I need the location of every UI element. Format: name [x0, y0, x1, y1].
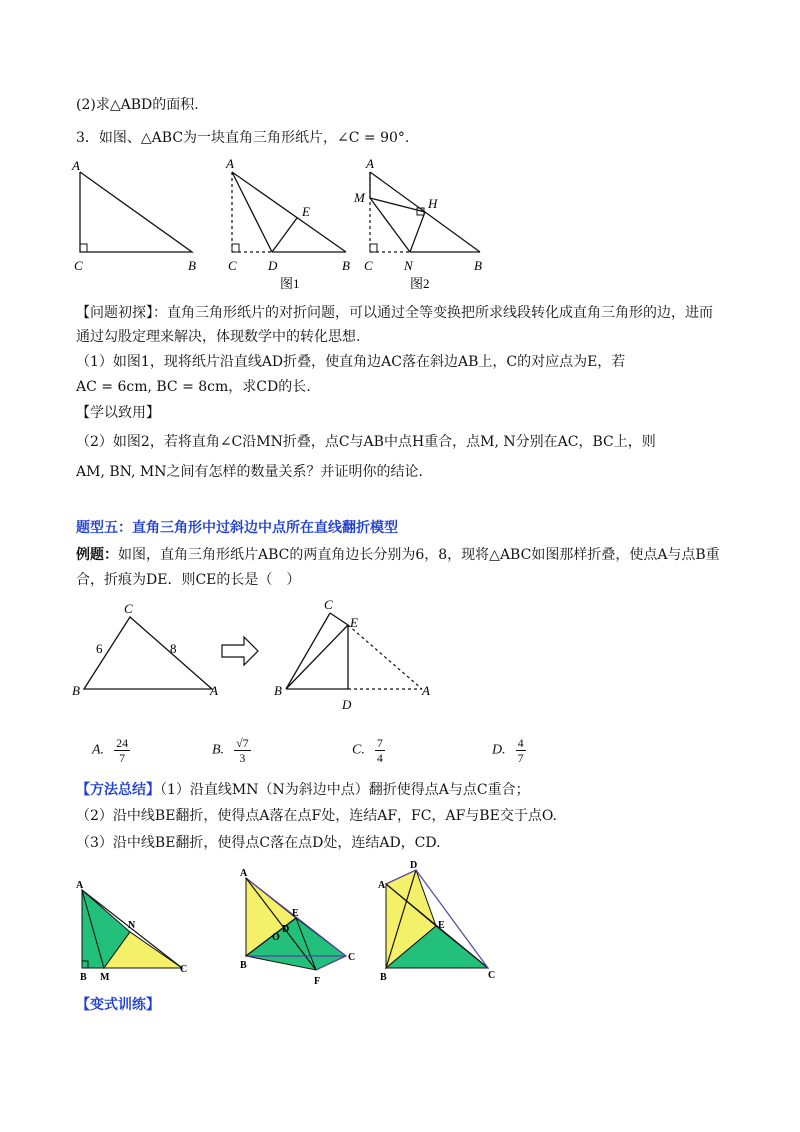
method-line3: （3）沿中线BE翻折，使得点C落在点D处，连结AD，CD.	[76, 835, 441, 851]
svg-text:8: 8	[170, 641, 177, 656]
svg-text:M: M	[100, 972, 110, 983]
apply-heading: 【学以致用】	[76, 405, 160, 421]
svg-text:O: O	[272, 932, 280, 943]
svg-text:C: C	[348, 952, 356, 963]
label-C: C	[74, 258, 83, 273]
svg-text:B: B	[240, 960, 247, 971]
svg-text:A: A	[76, 880, 84, 891]
section-title: 题型五：直角三角形中过斜边中点所在直线翻折模型	[76, 520, 398, 536]
part2-text: （2）如图2，若将直角∠C沿MN折叠，点C与AB中点H重合，点M, N分别在AC，BC上，则	[76, 434, 656, 450]
svg-text:A: A	[422, 683, 430, 698]
method-label: 【方法总结】	[76, 782, 160, 798]
method-line1: 【方法总结】（1）沿直线MN（N为斜边中点）翻折使得点A与点C重合；	[76, 782, 530, 798]
svg-text:B: B	[80, 972, 87, 983]
svg-text:C: C	[364, 258, 373, 273]
question-part2: (2)求△ABD的面积.	[76, 97, 199, 113]
svg-text:D: D	[410, 860, 418, 871]
option-c[interactable]: C. $\frac{7}{4}$	[352, 736, 383, 765]
label-B: B	[188, 258, 196, 273]
colored-fig-3	[378, 860, 495, 983]
svg-text:A: A	[366, 156, 374, 171]
svg-text:C: C	[488, 970, 496, 981]
svg-text:C: C	[124, 601, 133, 616]
svg-text:B: B	[342, 258, 350, 273]
svg-text:M: M	[354, 190, 365, 205]
part1-text: （1）如图1，现将纸片沿直线AD折叠，使直角边AC落在斜边AB上，C的对应点为E，若	[76, 354, 626, 370]
svg-text:B: B	[72, 683, 80, 698]
svg-text:E: E	[302, 204, 310, 219]
fig1-caption: 图1	[280, 276, 300, 291]
svg-text:D: D	[282, 924, 290, 935]
svg-text:6: 6	[96, 641, 103, 656]
svg-text:C: C	[180, 964, 188, 975]
svg-text:A: A	[240, 868, 248, 879]
svg-text:A: A	[210, 683, 218, 698]
svg-text:A: A	[226, 156, 234, 171]
svg-text:B: B	[380, 972, 387, 983]
figure-2	[353, 156, 482, 291]
problem-intro: 【问题初探】：直角三角形纸片的对折问题，可以通过全等变换把所求线段转化成直角三角形的边，进而	[76, 305, 713, 321]
svg-text:D: D	[268, 258, 278, 273]
example-label: 例题：	[76, 547, 118, 563]
svg-text:N: N	[128, 920, 136, 931]
svg-text:E: E	[350, 615, 358, 630]
svg-text:N: N	[404, 258, 413, 273]
part1-given: AC = 6cm, BC = 8cm，求CD的长.	[76, 379, 311, 395]
method-line2: （2）沿中线BE翻折，使得点A落在点F处，连结AF，FC，AF与BE交于点O.	[76, 808, 557, 824]
svg-text:H: H	[428, 196, 438, 211]
example-folded	[274, 597, 430, 712]
colored-fig-1	[76, 880, 187, 983]
svg-text:D: D	[342, 697, 352, 712]
triangle-basic	[71, 158, 196, 273]
fig2-caption: 图2	[410, 276, 430, 291]
option-a[interactable]: A. $\frac{24}{7}$	[92, 736, 129, 765]
option-b[interactable]: B. $\frac{√7}{3}$	[212, 736, 249, 765]
practice-heading: 【变式训练】	[76, 997, 160, 1013]
option-d[interactable]: D. $\frac{4}{7}$	[492, 736, 524, 765]
example-figures	[60, 595, 460, 715]
figure-1	[225, 156, 350, 291]
part2-question: AM, BN, MN之间有怎样的数量关系？并证明你的结论.	[76, 464, 423, 480]
colored-fig-2	[240, 868, 355, 987]
svg-text:C: C	[324, 597, 333, 612]
svg-text:A: A	[378, 880, 386, 891]
colored-figures	[60, 860, 540, 990]
label-A: A	[72, 158, 80, 173]
example-line1: 例题：如图，直角三角形纸片ABC的两直角边长分别为6，8，现将△ABC如图那样折叠，使点A与点B重	[76, 547, 720, 563]
problem-intro-cont: 通过勾股定理来解决，体现数学中的转化思想.	[76, 329, 361, 345]
svg-text:C: C	[228, 258, 237, 273]
example-line2: 合，折痕为DE．则CE的长是（ ）	[76, 572, 301, 588]
question-3-intro: 3．如图、△ABC为一块直角三角形纸片，∠C = 90°.	[76, 130, 410, 146]
svg-text:B: B	[474, 258, 482, 273]
svg-text:B: B	[274, 683, 282, 698]
fold-figures-top	[60, 150, 520, 295]
svg-text:E: E	[292, 908, 299, 919]
example-triangle	[72, 601, 218, 698]
svg-text:E: E	[438, 920, 445, 931]
arrow-icon	[222, 637, 258, 665]
svg-text:F: F	[314, 976, 321, 987]
